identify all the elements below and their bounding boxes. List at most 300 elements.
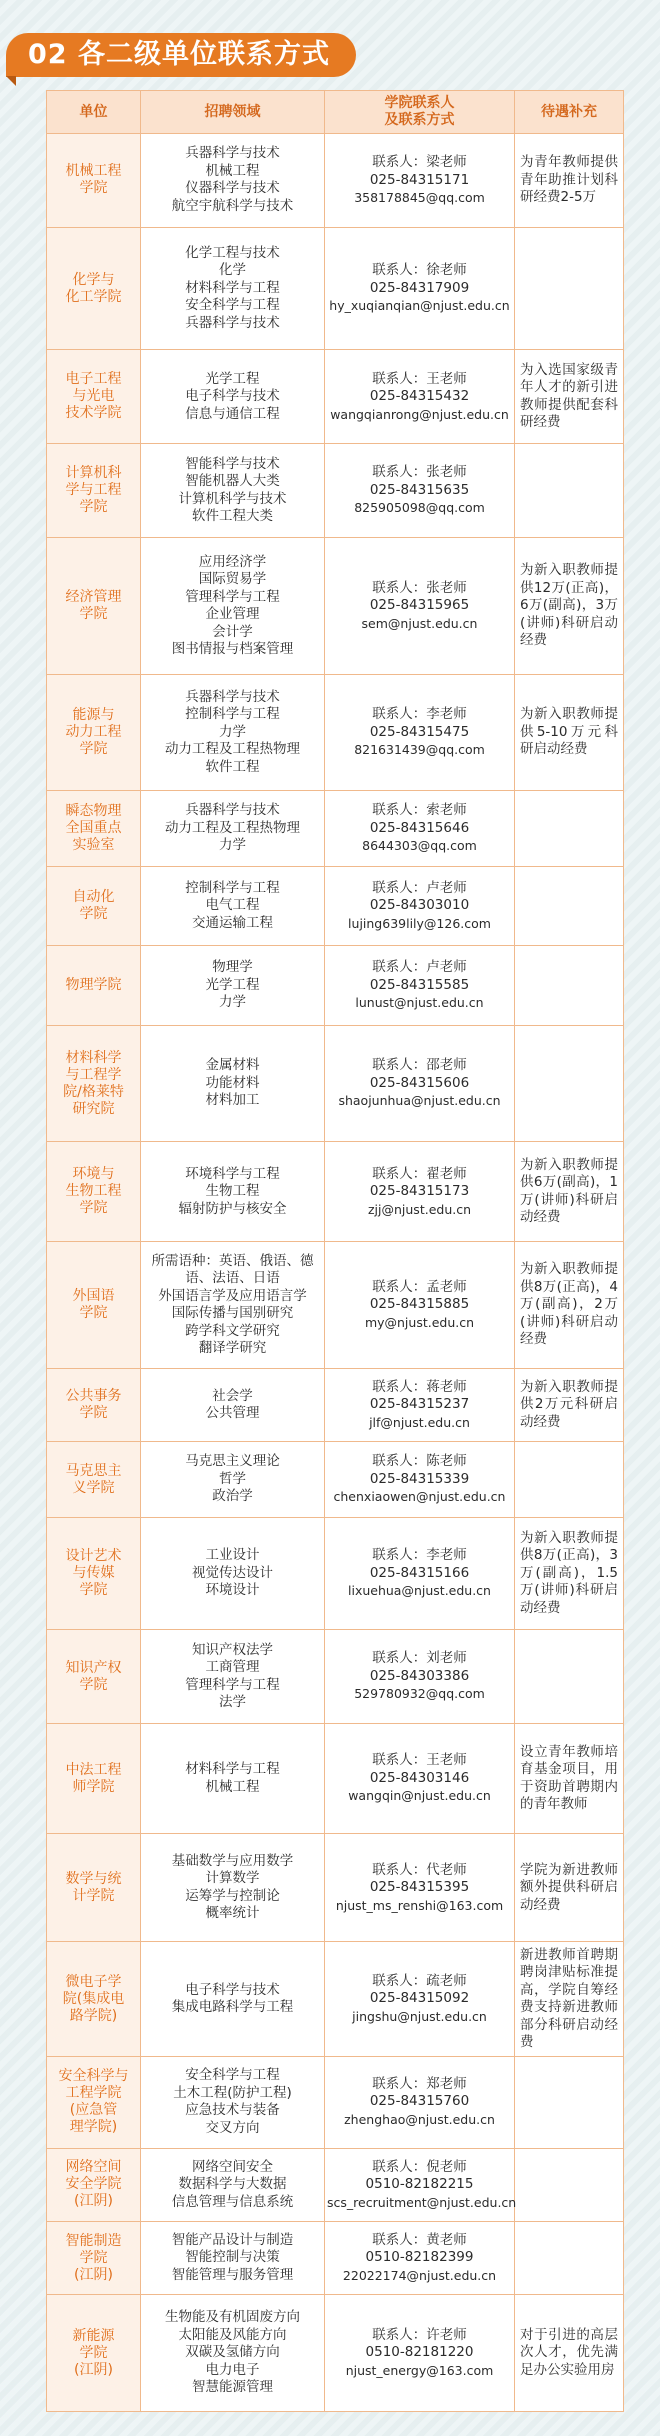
recruit-field: 太阳能及风能方向 [178,2326,287,2343]
unit-name-line: 路学院) [69,2007,118,2024]
table-row [47,2056,624,2148]
table-row [47,2295,624,2412]
unit-name-line: 学院 [79,2344,108,2361]
table-row [47,1517,624,1629]
unit-name-line: 安全科学与 [58,2068,129,2085]
recruit-field: 安全科学与工程 [185,2067,280,2084]
recruit-field: 控制科学与工程 [185,879,280,896]
recruit-field: 环境科学与工程 [185,1165,280,1182]
contact-line: 025-84315432 [369,388,470,405]
unit-name [47,1368,141,1441]
recruit-field: 政治学 [212,1488,253,1505]
unit-name-line: 与传媒 [72,1564,115,1581]
benefit-text: 对于引进的高层次人才，优先满足办公实验用房 [515,2295,624,2412]
contact-info [325,227,515,349]
recruit-field: 哲学 [219,1470,246,1487]
unit-name-line: 新能源 [72,2327,115,2344]
unit-name-line: 材料科学 [65,1049,122,1066]
contact-line: 联系人：张老师 [372,579,467,596]
contact-line: 0510-82182215 [365,2176,474,2192]
recruit-fields [141,444,325,538]
contact-line: 联系人：李老师 [372,1547,467,1564]
table-row [47,1723,624,1833]
unit-name-line: 学院 [79,1581,108,1598]
contact-info [325,1517,515,1629]
contact-info [325,946,515,1026]
recruit-field: 信息管理与信息系统 [171,2193,294,2210]
header-contact-line: 学院联系人 [384,95,455,111]
contact-line: 025-84315237 [369,1396,470,1413]
contact-line: jingshu@njust.edu.cn [352,2008,487,2024]
unit-name-line: 化学与 [72,271,115,288]
contact-info [325,791,515,867]
contact-line: 025-84303386 [369,1667,470,1684]
unit-name-line: 计算机科 [65,465,122,482]
recruit-fields [141,866,325,946]
unit-name [47,2056,141,2148]
recruit-field: 计算数学 [205,1870,260,1887]
recruit-field: 化学 [219,262,246,279]
recruit-fields [141,1630,325,1724]
table-row [47,227,624,349]
recruit-field: 基础数学与应用数学 [171,1852,294,1869]
contact-line: 529780932@qq.com [354,1686,485,1702]
unit-name-line: 实验室 [72,836,115,853]
header-contact [325,91,515,134]
recruit-field: 航空宇航科学与技术 [171,197,294,214]
contact-info [325,2295,515,2412]
recruit-fields [141,791,325,867]
banner-fold [6,76,16,86]
contact-line: 联系人：黄老师 [372,2231,467,2248]
recruit-field: 功能材料 [205,1074,260,1091]
unit-name [47,2221,141,2294]
benefit-text: 为新入职教师提供12万(正高)，6万(副高)，3万(讲师)科研启动经费 [515,538,624,675]
recruit-field: 跨学科文学研究 [185,1322,280,1339]
recruit-fields [141,2221,325,2294]
benefit-text: 为新入职教师提供2万元科研启动经费 [515,1368,624,1441]
recruit-field: 应急技术与装备 [185,2102,280,2119]
unit-name-line: 与光电 [72,388,115,405]
contact-info [325,1368,515,1441]
contact-line: 联系人：许老师 [372,2326,467,2343]
recruit-field: 仪器科学与技术 [185,180,280,197]
contact-line: 联系人：王老师 [372,1752,467,1769]
contact-line: 联系人：蒋老师 [372,1378,467,1395]
recruit-fields [141,1834,325,1942]
recruit-field: 运筹学与控制论 [185,1887,280,1904]
table-row [47,1942,624,2056]
contact-line: njust_energy@163.com [345,2362,494,2378]
recruit-fields [141,1442,325,1518]
recruit-fields [141,1242,325,1369]
unit-name [47,2148,141,2221]
table-row [47,791,624,867]
recruit-field: 机械工程 [205,1778,260,1795]
unit-name-line: 智能制造 [65,2232,122,2249]
recruit-field: 交通运输工程 [192,914,273,931]
contact-line: njust_ms_renshi@163.com [335,1897,504,1913]
contact-line: lixuehua@njust.edu.cn [348,1583,491,1599]
recruit-field: 材料加工 [205,1092,260,1109]
recruit-field: 国际传播与国别研究 [171,1305,294,1322]
unit-name-line: 设计艺术 [65,1547,122,1564]
contact-info [325,1942,515,2056]
contact-line: 025-84315166 [369,1564,470,1581]
unit-name [47,1025,141,1141]
table-row [47,1368,624,1441]
recruit-field: 管理科学与工程 [185,1676,280,1693]
table-row [47,674,624,790]
recruit-field: 网络空间安全 [192,2158,273,2175]
recruit-fields [141,1142,325,1242]
unit-name-line: 微电子学 [65,1973,122,1990]
recruit-field: 控制科学与工程 [185,706,280,723]
recruit-field: 生物能及有机固废方向 [165,2309,300,2326]
benefit-text [515,227,624,349]
recruit-fields [141,946,325,1026]
benefit-text [515,1442,624,1518]
contact-info [325,134,515,228]
contact-line: 联系人：翟老师 [372,1165,467,1182]
contact-line: 联系人：徐老师 [372,262,467,279]
contact-info [325,866,515,946]
recruit-field: 机械工程 [205,162,260,179]
contact-line: 联系人：卢老师 [372,879,467,896]
unit-name-line: 师学院 [72,1778,115,1795]
contact-info [325,1025,515,1141]
recruit-field: 智能控制与决策 [185,2249,280,2266]
contact-line: 8644303@qq.com [362,838,477,854]
contact-line: wangqianrong@njust.edu.cn [330,406,509,422]
unit-name-line: 马克思主 [65,1462,122,1479]
recruit-field: 材料科学与工程 [185,279,280,296]
benefit-text: 为新入职教师提供5-10万元科研启动经费 [515,674,624,790]
recruit-fields [141,674,325,790]
unit-name-line: 物理学院 [65,977,122,994]
contact-info [325,2148,515,2221]
unit-name-line: 瞬态物理 [65,802,122,819]
recruit-field: 动力工程及工程热物理 [165,741,300,758]
benefit-text: 为青年教师提供青年助推计划科研经费2-5万 [515,134,624,228]
contact-line: 821631439@qq.com [354,742,485,758]
unit-name-line: 理学院) [69,2119,118,2136]
contact-info [325,1834,515,1942]
contact-line: wangqin@njust.edu.cn [348,1788,491,1804]
unit-name-line: 公共事务 [65,1388,122,1405]
recruit-field: 兵器科学与技术 [185,314,280,331]
contact-line: 025-84315635 [369,481,470,498]
unit-name-line: (江阴) [74,2266,113,2283]
recruit-field: 会计学 [212,623,253,640]
recruit-field: 马克思主义理论 [185,1453,280,1470]
contact-line: sem@njust.edu.cn [361,615,478,631]
table-row [47,1242,624,1369]
recruit-field: 国际贸易学 [198,571,267,588]
contact-line: chenxiaowen@njust.edu.cn [333,1489,506,1505]
table-row [47,134,624,228]
unit-name-line: 能源与 [72,707,115,724]
recruit-field: 公共管理 [205,1405,260,1422]
unit-name [47,1242,141,1369]
contact-line: 联系人：梁老师 [372,154,467,171]
contact-line: 025-84315646 [369,819,470,836]
contact-info [325,538,515,675]
contact-line: 联系人：王老师 [372,370,467,387]
contact-line: 联系人：疏老师 [372,1972,467,1989]
recruit-field: 信息与通信工程 [185,405,280,422]
contact-line: 联系人：索老师 [372,802,467,819]
benefit-text [515,2221,624,2294]
unit-name [47,227,141,349]
recruit-field: 工业设计 [205,1547,260,1564]
unit-name-line: 学院 [79,906,108,923]
unit-name-line: (应急管 [69,2102,118,2119]
contact-line: 联系人：张老师 [372,464,467,481]
benefit-text: 为新入职教师提供8万(正高)，4万(副高)，2万(讲师)科研启动经费 [515,1242,624,1369]
recruit-field: 土木工程(防护工程) [173,2084,292,2101]
unit-name-line: 学院 [79,1676,108,1693]
contact-info [325,350,515,444]
unit-name-line: 技术学院 [65,405,122,422]
benefit-text: 学院为新进教师额外提供科研启动经费 [515,1834,624,1942]
recruit-field: 智能管理与服务管理 [171,2266,294,2283]
unit-name-line: 网络空间 [65,2159,122,2176]
contact-line: 025-84315171 [369,171,470,188]
contact-line: 025-84315092 [369,1990,470,2007]
benefit-text: 为新入职教师提供8万(正高)，3万(副高)，1.5万(讲师)科研启动经费 [515,1517,624,1629]
benefit-text [515,1025,624,1141]
unit-name [47,1442,141,1518]
recruit-field: 电气工程 [205,897,260,914]
header-unit: 单位 [47,91,141,134]
table-row [47,1630,624,1724]
contact-line: 025-84317909 [369,279,470,296]
unit-name-line: 经济管理 [65,589,122,606]
contact-line: lujing639lily@126.com [348,915,491,931]
unit-name [47,1942,141,2056]
table-row [47,1834,624,1942]
contact-info [325,1142,515,1242]
contact-line: 025-84315585 [369,976,470,993]
header-field: 招聘领域 [141,91,325,134]
contact-line: 025-84315965 [369,597,470,614]
unit-name [47,1517,141,1629]
contact-line: 358178845@qq.com [354,190,485,206]
recruit-field: 电子科学与技术 [185,388,280,405]
contact-line: 025-84315606 [369,1074,470,1091]
section-title: 02 各二级单位联系方式 [6,33,356,77]
table-row [47,1142,624,1242]
table-row [47,1442,624,1518]
contact-info [325,1442,515,1518]
unit-name-line: 自动化 [72,889,115,906]
recruit-field: 光学工程 [205,370,260,387]
contact-line: my@njust.edu.cn [364,1314,475,1330]
unit-name-line: 数学与统 [65,1870,122,1887]
recruit-field: 软件工程大类 [192,508,273,525]
unit-name [47,674,141,790]
contact-line: 联系人：倪老师 [372,2158,467,2175]
contact-line: 025-84303146 [369,1769,470,1786]
contact-info [325,1242,515,1369]
recruit-fields [141,538,325,675]
contact-line: 025-84303010 [369,897,470,914]
table-row [47,444,624,538]
unit-name-line: 与工程学 [65,1066,122,1083]
unit-name-line: 学院 [79,741,108,758]
recruit-field: 所需语种：英语、俄语、德 [151,1252,314,1269]
recruit-field: 智能科学与技术 [185,455,280,472]
unit-name [47,1142,141,1242]
recruit-field: 集成电路科学与工程 [171,1999,294,2016]
benefit-text [515,791,624,867]
unit-name-line: 环境与 [72,1166,115,1183]
table-body [47,134,624,2412]
unit-name-line: 机械工程 [65,163,122,180]
unit-name-line: 安全学院 [65,2176,122,2193]
unit-name [47,1630,141,1724]
recruit-field: 双碳及氢储方向 [185,2344,280,2361]
benefit-text: 为入选国家级青年人才的新引进教师提供配套科研经费 [515,350,624,444]
unit-name-line: 学院 [79,2249,108,2266]
recruit-field: 计算机科学与技术 [178,490,287,507]
unit-name-line: 学院 [79,1200,108,1217]
recruit-field: 兵器科学与技术 [185,802,280,819]
recruit-field: 金属材料 [205,1057,260,1074]
unit-name-line: 计学院 [72,1887,115,1904]
unit-name [47,946,141,1026]
unit-name-line: 院(集成电 [62,1990,125,2007]
contact-line: 联系人：陈老师 [372,1453,467,1470]
contact-line: 025-84315760 [369,2093,470,2110]
contact-line: 025-84315475 [369,723,470,740]
contact-line: 联系人：刘老师 [372,1650,467,1667]
recruit-field: 材料科学与工程 [185,1761,280,1778]
benefit-text: 新进教师首聘期聘岗津贴标准提高，学院自筹经费支持新进教师部分科研启动经费 [515,1942,624,2056]
recruit-fields [141,350,325,444]
benefit-text [515,444,624,538]
unit-name-line: 学院 [79,1405,108,1422]
recruit-field: 知识产权法学 [192,1641,273,1658]
recruit-field: 管理科学与工程 [185,588,280,605]
unit-name-line: 全国重点 [65,819,122,836]
recruit-field: 化学工程与技术 [185,244,280,261]
unit-name-line: 学院 [79,180,108,197]
contact-info [325,1630,515,1724]
table-row [47,2148,624,2221]
section-title-banner [6,32,356,78]
recruit-field: 工商管理 [205,1659,260,1676]
contact-line: shaojunhua@njust.edu.cn [338,1093,501,1109]
contact-line: 联系人：代老师 [372,1861,467,1878]
benefit-text [515,866,624,946]
table-header-row [47,91,624,134]
recruit-fields [141,1723,325,1833]
recruit-field: 社会学 [212,1387,253,1404]
contact-info [325,2056,515,2148]
table-row [47,2221,624,2294]
unit-name [47,1834,141,1942]
recruit-field: 物理学 [212,959,253,976]
contact-line: 联系人：郑老师 [372,2075,467,2092]
recruit-field: 力学 [219,837,246,854]
recruit-field: 安全科学与工程 [185,297,280,314]
unit-name [47,866,141,946]
recruit-fields [141,134,325,228]
recruit-field: 概率统计 [205,1905,260,1922]
unit-name-line: 电子工程 [65,371,122,388]
contact-line: 0510-82182399 [365,2249,474,2266]
benefit-text: 为新入职教师提供6万(副高)，1万(讲师)科研启动经费 [515,1142,624,1242]
benefit-text [515,2148,624,2221]
recruit-field: 电子科学与技术 [185,1981,280,1998]
table-row [47,866,624,946]
recruit-fields [141,2295,325,2412]
recruit-field: 应用经济学 [198,553,267,570]
recruit-field: 视觉传达设计 [192,1564,273,1581]
recruit-field: 辐射防护与核安全 [178,1200,287,1217]
contact-line: 0510-82181220 [365,2344,474,2361]
contact-line: hy_xuqianqian@njust.edu.cn [329,298,510,314]
contact-line: 025-84315339 [369,1470,470,1487]
table-row [47,350,624,444]
unit-name [47,538,141,675]
recruit-fields [141,2148,325,2221]
table-row [47,946,624,1026]
contact-line: 联系人：李老师 [372,706,467,723]
unit-name-line: 学院 [79,606,108,623]
contact-info [325,444,515,538]
recruit-fields [141,1025,325,1141]
recruit-field: 动力工程及工程热物理 [165,819,300,836]
benefit-text [515,1630,624,1724]
contact-line: jlf@njust.edu.cn [369,1414,470,1430]
recruit-field: 语、法语、日语 [185,1270,280,1287]
recruit-field: 生物工程 [205,1183,260,1200]
header-benefit: 待遇补充 [515,91,624,134]
unit-name [47,1723,141,1833]
unit-name-line: 学院 [79,499,108,516]
table-row [47,538,624,675]
recruit-field: 光学工程 [205,976,260,993]
recruit-field: 智能机器人大类 [185,473,280,490]
contact-line: lunust@njust.edu.cn [355,995,484,1011]
contact-line: zjj@njust.edu.cn [367,1201,472,1217]
unit-name-line: 生物工程 [65,1183,122,1200]
recruit-field: 数据科学与大数据 [178,2176,287,2192]
contact-line: 联系人：邵老师 [372,1057,467,1074]
unit-name-line: 研究院 [72,1100,115,1117]
unit-name [47,444,141,538]
unit-name-line: (江阴) [74,2193,113,2210]
table-row [47,1025,624,1141]
contact-line: 22022174@njust.edu.cn [342,2267,497,2283]
recruit-field: 交叉方向 [205,2119,260,2136]
unit-name-line: 学院 [79,1305,108,1322]
contact-info [325,674,515,790]
recruit-fields [141,1517,325,1629]
recruit-field: 企业管理 [205,606,260,623]
benefit-text [515,2056,624,2148]
recruit-field: 法学 [219,1694,246,1711]
recruit-field: 兵器科学与技术 [185,688,280,705]
recruit-fields [141,2056,325,2148]
contact-line: 025-84315395 [369,1879,470,1896]
recruit-field: 力学 [219,994,246,1011]
recruit-field: 软件工程 [205,758,260,775]
recruit-field: 电力电子 [205,2361,260,2378]
